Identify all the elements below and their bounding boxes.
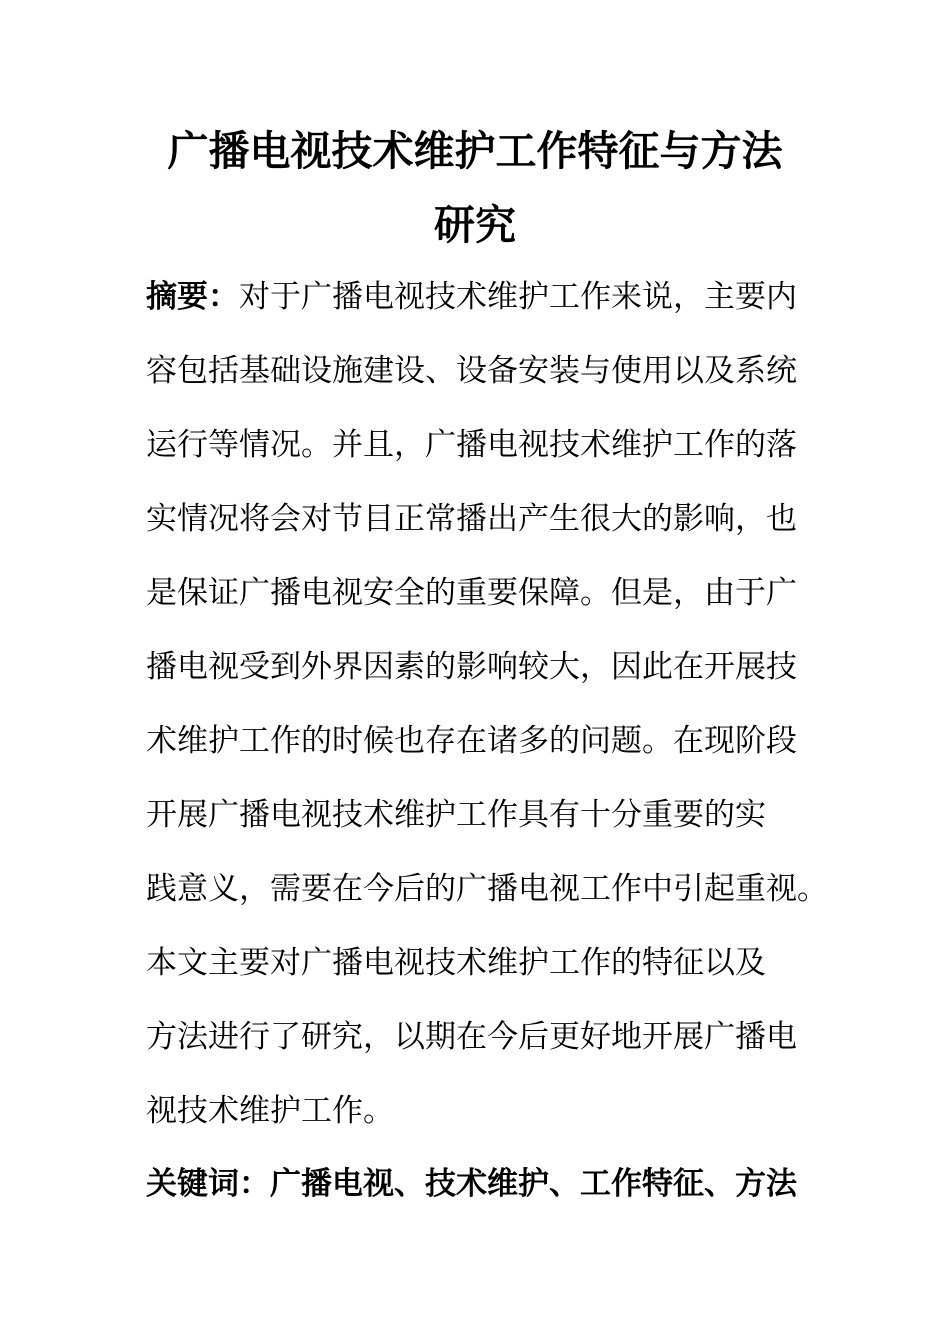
abstract-line: 实情况将会对节目正常播出产生很大的影响，也 bbox=[146, 501, 797, 537]
abstract-section bbox=[146, 277, 846, 1165]
abstract-line: 践意义，需要在今后的广播电视工作中引起重视。 bbox=[146, 871, 828, 907]
paper-title-line-1: 广播电视技术维护工作特征与方法 bbox=[167, 127, 783, 175]
keywords-label: 关键词： bbox=[146, 1166, 270, 1202]
keywords-section bbox=[146, 1164, 846, 1204]
abstract-line: 方法进行了研究，以期在今后更好地开展广播电 bbox=[146, 1019, 797, 1055]
abstract-line: 播电视受到外界因素的影响较大，因此在开展技 bbox=[146, 649, 797, 685]
paper-title-line-2: 研究 bbox=[434, 201, 516, 249]
abstract-line bbox=[146, 277, 846, 351]
abstract-label: 摘要： bbox=[146, 279, 239, 315]
abstract-text: 对于广播电视技术维护工作来说，主要内 bbox=[239, 279, 797, 315]
abstract-line: 本文主要对广播电视技术维护工作的特征以及 bbox=[146, 945, 766, 981]
abstract-line: 运行等情况。并且，广播电视技术维护工作的落 bbox=[146, 427, 797, 463]
keywords-text: 广播电视、技术维护、工作特征、方法 bbox=[270, 1166, 797, 1202]
abstract-line: 术维护工作的时候也存在诸多的问题。在现阶段 bbox=[146, 723, 797, 759]
abstract-line: 视技术维护工作。 bbox=[146, 1093, 394, 1129]
abstract-line: 容包括基础设施建设、设备安装与使用以及系统 bbox=[146, 353, 797, 389]
abstract-line: 开展广播电视技术维护工作具有十分重要的实 bbox=[146, 797, 766, 833]
abstract-line: 是保证广播电视安全的重要保障。但是，由于广 bbox=[146, 575, 797, 611]
